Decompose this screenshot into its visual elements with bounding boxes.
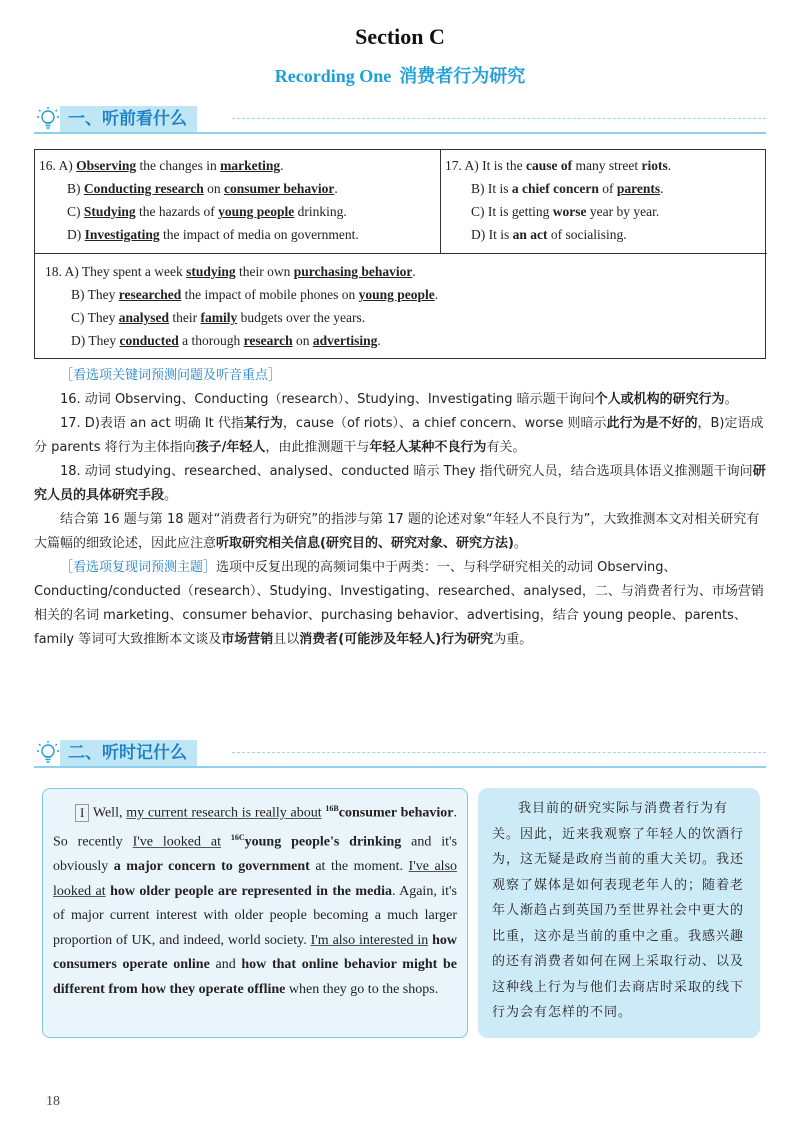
section-title: Section C — [355, 24, 445, 49]
recording-title — [0, 62, 800, 88]
question-17-options — [441, 150, 767, 254]
translation-text: 我目前的研究实际与消费者行为有关。因此，近来我观察了年轻人的饮酒行为，这无疑是政府当前的重大关切。我还观察了媒体是如何表现老年人的；随着老年人渐趋占到英国乃至世界社会中更大的比重，这亦是当前的重中之重。我感兴趣的还有消费者如何在网上采取行动、以及这种线上行为与他们去商店时采取的线下行为会有怎样的不同。 — [492, 801, 745, 1020]
question-16-options — [35, 150, 441, 254]
q17-option-b: B) It is a chief concern of parents. — [471, 181, 664, 196]
analysis-summary: 结合第 16 题与第 18 题对“消费者行为研究”的指涉与第 17 题的论述对象“年轻人不良行为”，大致推测本文对相关研究有大篇幅的细致论述，因此应注意听取研究相关信息(研究目的、研究对象、研究方法)。 — [34, 512, 760, 551]
q18-option-d: D) They conducted a thorough research on advertising. — [71, 333, 381, 348]
heading-label: 二、听时记什么 — [60, 740, 197, 766]
recording-title-en: Recording One — [274, 66, 392, 86]
q17-option-d: D) It is an act of socialising. — [471, 227, 627, 242]
analysis-theme: ［看选项复现词预测主题］选项中反复出现的高频词集中于两类：一、与科学研究相关的动词 Observing、Conducting/conducted（research）、Studying、Investigating、researched、analysed，二、与消费者行为、市场营销相关的名词 marketing、consumer behavior、purchasing behavior、advertising，结合 young people、parents、family 等词可大致推断本文谈及市场营销且以消费者(可能涉及年轻人)行为研究为重。 — [34, 560, 764, 647]
answer-marker-16c: 16C — [230, 833, 245, 843]
transcript-underline: my current research is really about — [126, 805, 322, 821]
heading-rule — [34, 766, 766, 768]
q16-option-a: 16. A) Observing the changes in marketing. — [39, 158, 284, 173]
q17-option-c: C) It is getting worse year by year. — [471, 204, 660, 219]
page-number: 18 — [46, 1094, 60, 1109]
q18-option-c: C) They analysed their family budgets over the years. — [71, 310, 366, 325]
q17-option-a: 17. A) It is the cause of many street riots. — [445, 158, 672, 173]
q18-option-b: B) They researched the impact of mobile phones on young people. — [71, 287, 439, 302]
heading-dotted-line — [232, 118, 766, 119]
transcript-box: I Well, my current research is really about $^{16B}$consumer behavior. So recently I've looked at $^{16C}$young people's drinking and it's obviously a major concern to government at the moment. I've also looked at how older people are represented in the media. Again, it's of major current interest with older people becoming a much larger proportion of UK, and indeed, world society. I'm also interested in how consumers operate online and how that online behavior might be different from how they operate offline when they go to the shops. — [42, 788, 468, 1038]
heading-before-listening — [34, 104, 766, 134]
analysis-q16: 16. 动词 Observing、Conducting（research）、Studying、Investigating 暗示题干询问个人或机构的研究行为。 — [60, 392, 738, 407]
heading-rule — [34, 132, 766, 134]
recording-title-cn: 消费者行为研究 — [399, 66, 526, 87]
analysis-tag-keywords: ［看选项关键词预测问题及听音重点］ — [60, 368, 282, 383]
heading-while-listening — [34, 738, 766, 768]
q16-option-b: B) Conducting research on consumer behavior. — [67, 181, 338, 196]
options-box — [34, 149, 766, 359]
analysis-q18: 18. 动词 studying、researched、analysed、conducted 暗示 They 指代研究人员，结合选项具体语义推测题干询问研究人员的具体研究手段。 — [34, 464, 766, 503]
analysis-section — [34, 364, 766, 652]
analysis-q17: 17. D)表语 an act 明确 It 代指某行为，cause（of riots）、a chief concern、worse 则暗示此行为是不好的，B)定语成分 parents 将行为主体指向孩子/年轻人，由此推测题干与年轻人某种不良行为有关。 — [34, 416, 764, 455]
heading-label: 一、听前看什么 — [60, 106, 197, 132]
lightbulb-icon — [36, 740, 60, 766]
answer-marker-16b: 16B — [325, 804, 339, 813]
q18-option-a: 18. A) They spent a week studying their own purchasing behavior. — [45, 264, 416, 279]
speaker-marker: I — [75, 804, 89, 822]
q16-option-d: D) Investigating the impact of media on government. — [67, 227, 359, 242]
heading-dotted-line — [232, 752, 766, 753]
lightbulb-icon — [36, 106, 60, 132]
q16-option-c: C) Studying the hazards of young people drinking. — [67, 204, 347, 219]
question-18-options — [35, 254, 767, 360]
analysis-tag-theme: ［看选项复现词预测主题］ — [60, 560, 217, 575]
translation-box — [478, 788, 760, 1038]
